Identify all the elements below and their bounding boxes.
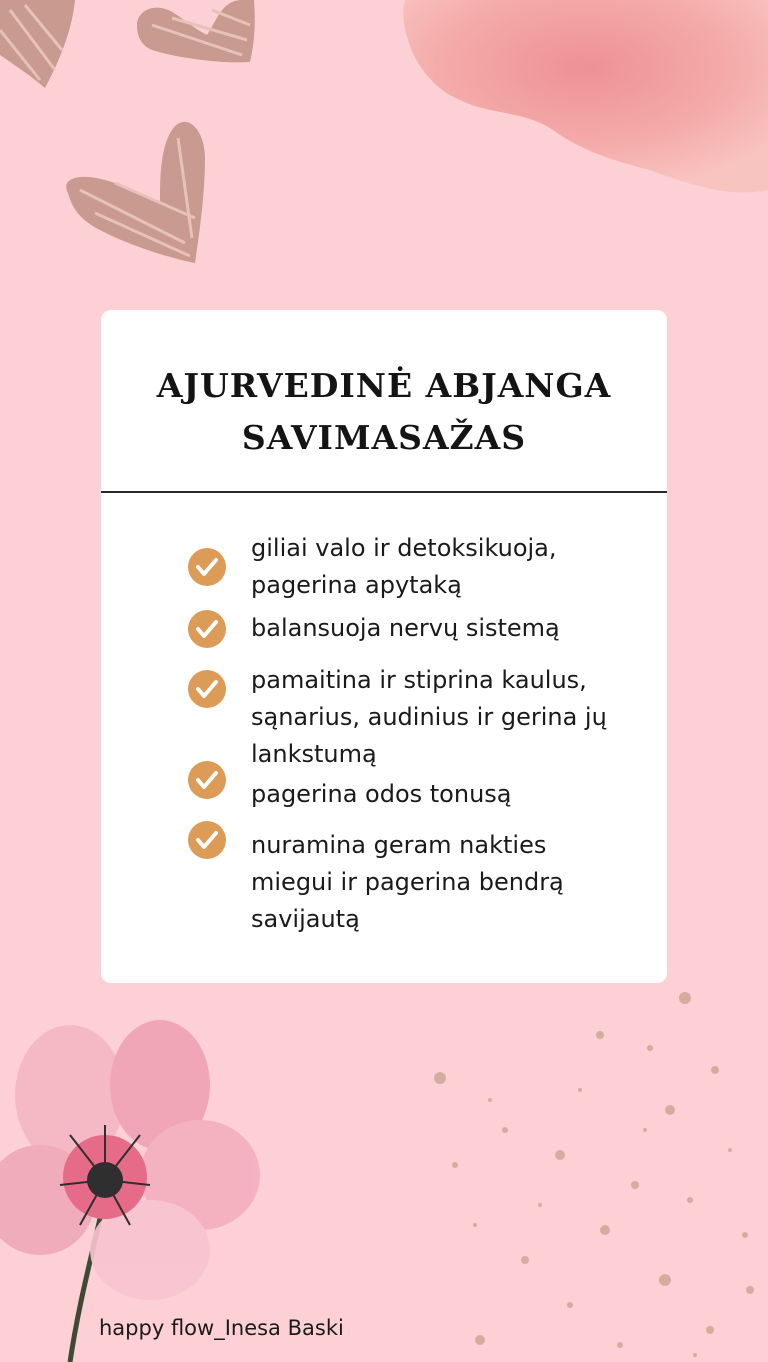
benefit-text: pagerina odos tonusą	[251, 780, 512, 808]
check-icon	[188, 610, 226, 648]
benefit-text: giliai valo ir detoksikuoja, pagerina apytaką	[251, 534, 557, 599]
flower-icon	[0, 1015, 265, 1362]
credit-text: happy flow_Inesa Baski	[99, 1316, 344, 1340]
benefit-text: nuramina geram nakties miegui ir pagerina bendrą savijautą	[251, 831, 564, 933]
heart-icon	[0, 0, 80, 95]
check-icon	[188, 761, 226, 799]
check-icon	[188, 670, 226, 708]
watercolor-splash	[400, 0, 768, 200]
heart-icon	[60, 118, 210, 268]
benefit-text: balansuoja nervų sistemą	[251, 614, 560, 642]
title-divider	[101, 491, 667, 493]
card-title: AJURVEDINĖ ABJANGA SAVIMASAŽAS	[156, 366, 612, 457]
speckles	[430, 960, 768, 1362]
info-card	[101, 310, 667, 983]
heart-icon	[132, 0, 257, 68]
check-icon	[188, 548, 226, 586]
benefit-text: pamaitina ir stiprina kaulus, sąnarius, audinius ir gerina jų lankstumą	[251, 666, 607, 768]
check-icon	[188, 821, 226, 859]
